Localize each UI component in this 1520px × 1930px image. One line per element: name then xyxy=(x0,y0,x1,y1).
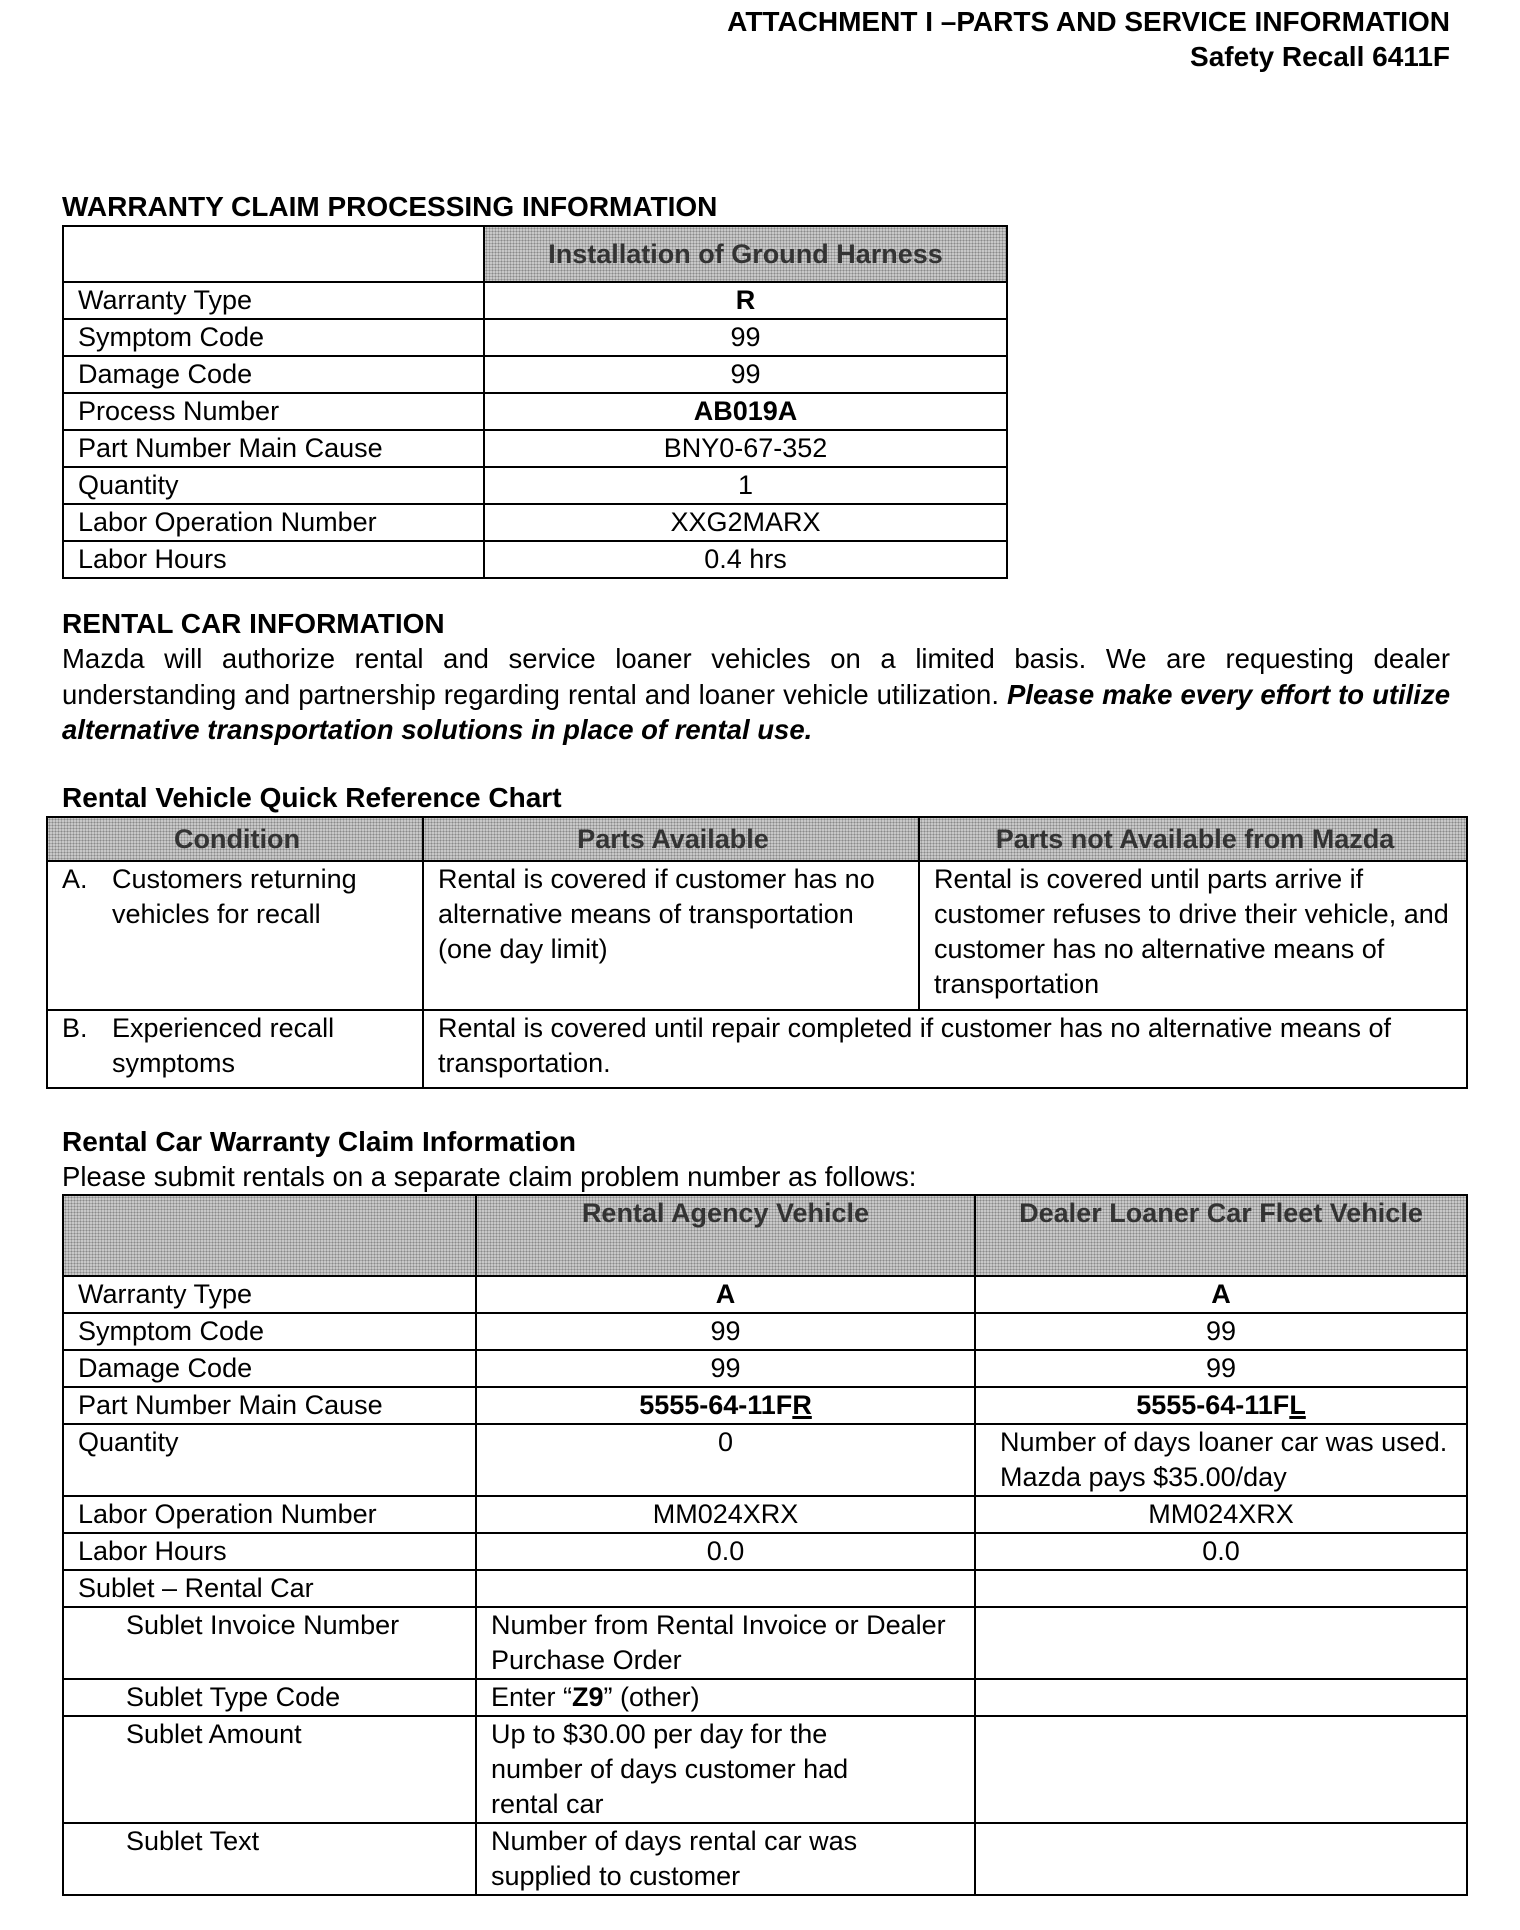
row-label: Labor Operation Number xyxy=(63,1496,476,1533)
rental-value: A xyxy=(476,1276,975,1313)
table-row xyxy=(63,1607,1467,1679)
table-row xyxy=(63,541,1007,578)
loaner-value: 0.0 xyxy=(975,1533,1467,1570)
column-header: Installation of Ground Harness xyxy=(484,226,1007,282)
row-value: 99 xyxy=(484,356,1007,393)
rental-emphasis: Please make every effort to utilize alternative transportation solutions in place of rental use. xyxy=(62,678,1450,745)
condition-text: Customers returning vehicles for recall xyxy=(112,864,357,929)
loaner-value: A xyxy=(975,1276,1467,1313)
part-suffix: L xyxy=(1289,1390,1306,1420)
empty-cell xyxy=(975,1607,1467,1679)
rental-value: Number of days rental car was supplied to customer xyxy=(476,1823,975,1895)
rental-value: 0 xyxy=(476,1424,975,1496)
table-row xyxy=(63,1496,1467,1533)
claim-heading: Rental Car Warranty Claim Information xyxy=(62,1126,576,1157)
type-code: Z9 xyxy=(572,1682,604,1712)
loaner-value: 99 xyxy=(975,1350,1467,1387)
quick-ref-heading: Rental Vehicle Quick Reference Chart xyxy=(62,782,562,813)
rental-text: Mazda will authorize rental and service loaner vehicles on a limited basis. We are requesting dealer understanding and partnership regarding rental and loaner vehicle utilization. xyxy=(62,643,1450,710)
row-label: Labor Operation Number xyxy=(63,504,484,541)
text-pre: Enter “ xyxy=(491,1682,573,1712)
rental-value: MM024XRX xyxy=(476,1496,975,1533)
row-value: BNY0-67-352 xyxy=(484,430,1007,467)
part-prefix: 5555-64-11F xyxy=(1136,1390,1290,1420)
table-row xyxy=(63,467,1007,504)
table-row xyxy=(63,1570,1467,1607)
loaner-value: 99 xyxy=(975,1313,1467,1350)
empty-cell xyxy=(975,1823,1467,1895)
parts-not-available-text: Rental is covered until parts arrive if customer refuses to drive their vehicle, and customer has no alternative means of transportation xyxy=(919,861,1467,1010)
row-label: Sublet Type Code xyxy=(63,1679,476,1716)
row-value: 1 xyxy=(484,467,1007,504)
rental-value: Number from Rental Invoice or Dealer Purchase Order xyxy=(476,1607,975,1679)
blank-header-cell xyxy=(63,226,484,282)
document-title: ATTACHMENT I –PARTS AND SERVICE INFORMATION xyxy=(727,6,1450,37)
empty-cell xyxy=(476,1570,975,1607)
claim-intro: Please submit rentals on a separate claim problem number as follows: xyxy=(62,1161,917,1192)
condition-text: Experienced recall symptoms xyxy=(112,1013,335,1078)
row-value: 99 xyxy=(484,319,1007,356)
table-row xyxy=(63,504,1007,541)
document-subtitle: Safety Recall 6411F xyxy=(1190,41,1450,72)
row-label: Labor Hours xyxy=(63,541,484,578)
table-row xyxy=(63,1313,1467,1350)
part-prefix: 5555-64-11F xyxy=(639,1390,793,1420)
column-header: Parts Available xyxy=(423,817,919,861)
row-value: 0.4 hrs xyxy=(484,541,1007,578)
table-row xyxy=(47,1010,1467,1088)
row-label: Quantity xyxy=(63,467,484,504)
warranty-table xyxy=(62,225,1008,579)
column-header: Dealer Loaner Car Fleet Vehicle xyxy=(975,1195,1467,1276)
empty-cell xyxy=(975,1570,1467,1607)
row-value: XXG2MARX xyxy=(484,504,1007,541)
loaner-value xyxy=(975,1387,1467,1424)
row-label: Warranty Type xyxy=(63,1276,476,1313)
rental-paragraph xyxy=(62,641,1450,748)
table-row xyxy=(63,1276,1467,1313)
row-label: Sublet Invoice Number xyxy=(63,1607,476,1679)
empty-cell xyxy=(975,1679,1467,1716)
column-header: Parts not Available from Mazda xyxy=(919,817,1467,861)
rental-value: 0.0 xyxy=(476,1533,975,1570)
loaner-value: MM024XRX xyxy=(975,1496,1467,1533)
claim-table xyxy=(62,1194,1468,1896)
row-label: Process Number xyxy=(63,393,484,430)
column-header: Condition xyxy=(47,817,423,861)
table-row xyxy=(63,1387,1467,1424)
row-label: Part Number Main Cause xyxy=(63,430,484,467)
loaner-value: Number of days loaner car was used. Mazda pays $35.00/day xyxy=(975,1424,1467,1496)
table-row xyxy=(63,319,1007,356)
table-row xyxy=(63,1350,1467,1387)
rental-value xyxy=(476,1387,975,1424)
row-label: Sublet Text xyxy=(63,1823,476,1895)
table-row xyxy=(63,1716,1467,1823)
rental-value: 99 xyxy=(476,1313,975,1350)
quick-ref-table xyxy=(46,816,1468,1089)
row-label: Quantity xyxy=(63,1424,476,1496)
row-label: Sublet – Rental Car xyxy=(63,1570,476,1607)
row-label: Symptom Code xyxy=(63,319,484,356)
row-label: Warranty Type xyxy=(63,282,484,319)
row-value: R xyxy=(484,282,1007,319)
table-row xyxy=(63,1679,1467,1716)
row-value: AB019A xyxy=(484,393,1007,430)
row-label: Labor Hours xyxy=(63,1533,476,1570)
table-row xyxy=(63,1533,1467,1570)
warranty-heading: WARRANTY CLAIM PROCESSING INFORMATION xyxy=(62,191,718,222)
table-row xyxy=(47,861,1467,1010)
row-label: Damage Code xyxy=(63,1350,476,1387)
row-label: Damage Code xyxy=(63,356,484,393)
rental-value xyxy=(476,1679,975,1716)
row-letter: A. xyxy=(62,864,88,894)
row-label: Part Number Main Cause xyxy=(63,1387,476,1424)
row-letter: B. xyxy=(62,1013,88,1043)
table-row xyxy=(63,1424,1467,1496)
merged-coverage-text: Rental is covered until repair completed if customer has no alternative means of transportation. xyxy=(423,1010,1467,1088)
empty-cell xyxy=(975,1716,1467,1823)
table-row xyxy=(63,430,1007,467)
table-row xyxy=(63,393,1007,430)
rental-heading: RENTAL CAR INFORMATION xyxy=(62,608,445,639)
column-header: Rental Agency Vehicle xyxy=(476,1195,975,1276)
table-row xyxy=(63,282,1007,319)
rental-value: Up to $30.00 per day for the number of days customer had rental car xyxy=(476,1716,975,1823)
table-row xyxy=(63,1823,1467,1895)
table-row xyxy=(63,356,1007,393)
text-post: ” (other) xyxy=(603,1682,700,1712)
parts-available-text: Rental is covered if customer has no alternative means of transportation (one day limit) xyxy=(423,861,919,1010)
part-suffix: R xyxy=(792,1390,812,1420)
row-label: Symptom Code xyxy=(63,1313,476,1350)
rental-value: 99 xyxy=(476,1350,975,1387)
blank-header-cell xyxy=(63,1195,476,1276)
row-label: Sublet Amount xyxy=(63,1716,476,1823)
